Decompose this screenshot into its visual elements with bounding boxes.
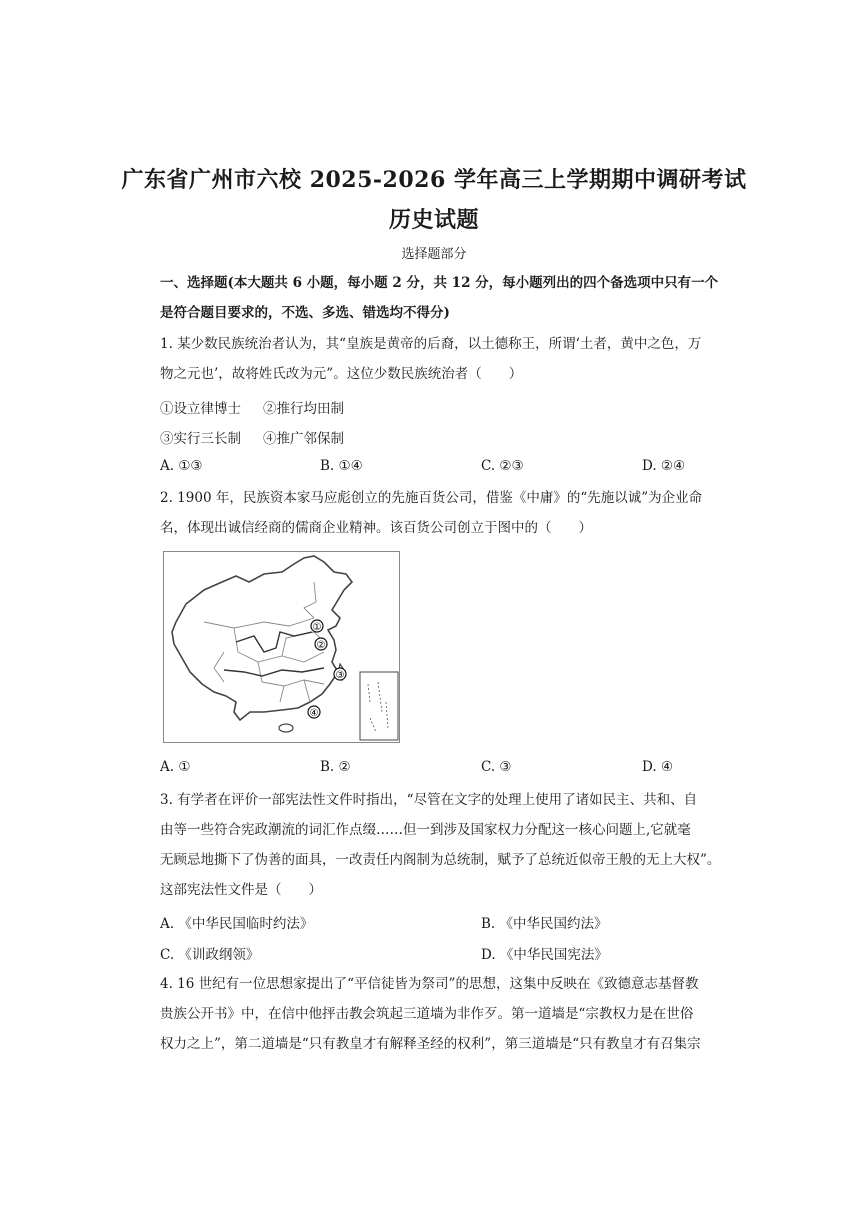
south-china-sea-inset: [360, 672, 398, 740]
q3-option-d[interactable]: D. 《中华民国宪法》: [481, 947, 608, 963]
svg-text:①: ①: [312, 622, 322, 633]
q3-option-a[interactable]: A. 《中华民国临时约法》: [160, 916, 314, 932]
exam-subject-title: 历史试题: [388, 207, 479, 233]
china-map-svg: [164, 552, 399, 742]
q2-stem-line2: 名，体现出诚信经商的儒商企业精神。该百货公司创立于图中的（ ）: [160, 520, 592, 536]
svg-text:②: ②: [316, 640, 326, 651]
q4-stem-line2: 贵族公开书》中，在信中他抨击教会筑起三道墙为非作歹。第一道墙是“宗教权力是在世俗: [160, 1006, 694, 1022]
q2-option-a[interactable]: A. ①: [160, 759, 191, 775]
q3-stem-line2: 由等一些符合宪政潮流的词汇作点缀……但一到涉及国家权力分配这一核心问题上,它就毫: [160, 822, 691, 838]
q1-option-c[interactable]: C. ②③: [481, 458, 524, 474]
q3-stem-line3: 无顾忌地撕下了伪善的面具，一改责任内阁制为总统制，赋予了总统近似帝王般的无上大权”。: [160, 852, 721, 868]
marker-1: [311, 620, 323, 633]
section-instruction-line1: 一、选择题(本大题共 6 小题，每小题 2 分，共 12 分，每小题列出的四个备选项中只有一个: [160, 275, 719, 291]
marker-2: [315, 638, 327, 651]
q1-item-2: ②推行均田制: [263, 401, 344, 417]
q3-option-c[interactable]: C. 《训政纲领》: [160, 947, 260, 963]
q2-option-d[interactable]: D. ④: [642, 759, 674, 775]
marker-3: [334, 668, 346, 681]
q1-option-a[interactable]: A. ①③: [160, 458, 203, 474]
q1-option-d[interactable]: D. ②④: [642, 458, 686, 474]
q4-stem-line3: 权力之上”，第二道墙是“只有教皇才有解释圣经的权利”，第三道墙是“只有教皇才有召集宗: [160, 1036, 701, 1052]
q1-item-4: ④推广邻保制: [263, 431, 344, 447]
q1-stem-line1: 1. 某少数民族统治者认为，其“皇族是黄帝的后裔，以土德称王，所谓‘土者，黄中之色，万: [160, 336, 702, 352]
part-heading: 选择题部分: [401, 247, 467, 262]
svg-text:④: ④: [309, 708, 319, 719]
q3-stem-line1: 3. 有学者在评价一部宪法性文件时指出，“尽管在文字的处理上使用了诸如民主、共和、自: [160, 792, 698, 808]
q1-stem-line2: 物之元也’，故将姓氏改为元”。这位少数民族统治者（ ）: [160, 366, 523, 382]
china-outline: [172, 556, 352, 720]
q1-item-3: ③实行三长制: [160, 431, 241, 447]
q4-stem-line1: 4. 16 世纪有一位思想家提出了“平信徒皆为祭司”的思想，这集中反映在《致德意志基督教: [160, 976, 699, 992]
svg-text:③: ③: [335, 670, 345, 681]
q2-option-b[interactable]: B. ②: [320, 759, 351, 775]
section-instruction-line2: 是符合题目要求的，不选、多选、错选均不得分): [160, 305, 450, 321]
q3-stem-line4: 这部宪法性文件是（ ）: [160, 882, 322, 898]
exam-title: 广东省广州市六校 2025-2026 学年高三上学期期中调研考试: [121, 167, 747, 193]
china-map-figure: [163, 551, 400, 743]
hainan-island: [279, 724, 293, 732]
q2-option-c[interactable]: C. ③: [481, 759, 512, 775]
q1-option-b[interactable]: B. ①④: [320, 458, 363, 474]
q1-item-1: ①设立律博士: [160, 401, 241, 417]
marker-4: [308, 706, 320, 719]
q2-stem-line1: 2. 1900 年，民族资本家马应彪创立的先施百货公司，借鉴《中庸》的“先施以诚”为企业命: [160, 490, 703, 506]
q3-option-b[interactable]: B. 《中华民国约法》: [481, 916, 608, 932]
